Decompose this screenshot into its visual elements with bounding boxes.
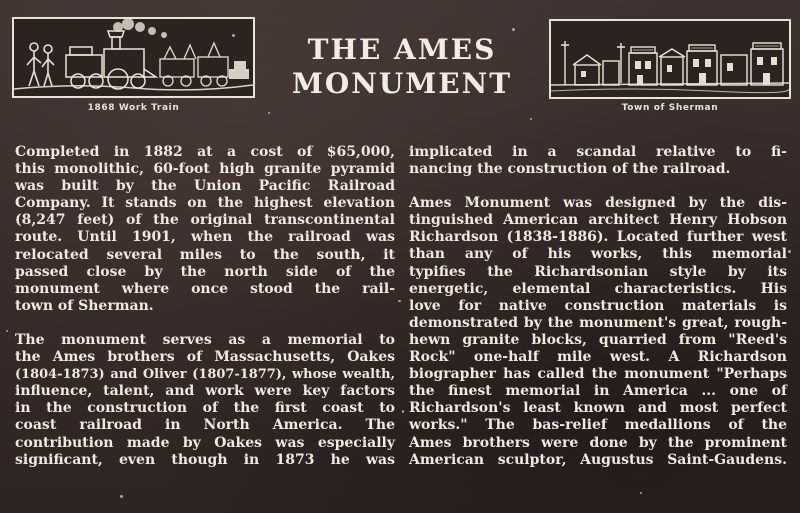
weathering-speck: [398, 300, 401, 302]
text-line: works." The bas-relief medallions of the: [409, 417, 787, 434]
text-line: biographer has called the monument "Perhaps: [409, 366, 787, 383]
paragraph-gap: [15, 315, 395, 332]
text-line: nancing the construction of the railroad.: [409, 161, 731, 178]
work-train-etching: [12, 17, 255, 98]
text-line: (8,247 feet) of the original transcontinental: [15, 212, 395, 229]
town-of-sherman-caption: Town of Sherman: [621, 103, 719, 113]
text-line: Company. It stands on the highest elevation: [15, 195, 395, 212]
text-line: The monument serves as a memorial to: [15, 331, 395, 348]
work-train-caption: 1868 Work Train: [87, 103, 180, 113]
weathering-speck: [512, 28, 515, 31]
paragraph-richardson-design: [409, 195, 787, 469]
town-of-sherman-etching: [549, 19, 791, 99]
text-line: (1804-1873) and Oliver (1807-1877), whose wealth,: [15, 367, 395, 383]
text-line: passed close by the north side of the: [15, 263, 395, 280]
text-line: Richardson's least known and most perfect: [409, 400, 787, 417]
town-buildings-etching-icon: [551, 21, 789, 97]
text-line: monument where once stood the rail-: [15, 280, 395, 297]
text-line: demonstrated by the monument's great, rough-: [409, 314, 787, 331]
weathering-speck: [530, 118, 532, 120]
text-line: than any of his works, this memorial: [409, 246, 787, 263]
text-line: town of Sherman.: [15, 297, 154, 314]
text-line: was built by the Union Pacific Railroad: [15, 178, 395, 195]
text-line: implicated in a scandal relative to fi-: [409, 144, 787, 160]
body-text-right-column: [409, 144, 787, 469]
body-text-left-column: [15, 144, 395, 469]
text-line: contribution made by Oakes was especially: [15, 434, 395, 451]
weathering-speck: [6, 330, 8, 332]
text-line: energetic, elemental characteristics. His: [409, 280, 787, 297]
locomotive-etching-icon: [14, 19, 253, 96]
text-line: coast railroad in North America. The: [15, 417, 395, 434]
text-line: typifies the Richardsonian style by its: [409, 263, 787, 280]
text-line: influence, talent, and work were key factors: [15, 383, 395, 400]
text-line: in the construction of the first coast to: [15, 400, 395, 417]
text-line: love for native construction materials is: [409, 297, 787, 314]
paragraph-gap: [409, 178, 787, 195]
text-line: Ames brothers were done by the prominent: [409, 434, 787, 451]
text-line: the finest memorial in America ... one of: [409, 383, 787, 400]
paragraph-ames-brothers: [15, 332, 395, 469]
weathering-speck: [640, 492, 642, 494]
weathering-speck: [120, 495, 123, 498]
weathering-speck: [268, 112, 270, 114]
weathering-speck: [232, 34, 235, 37]
paragraph-monument-history: [15, 144, 395, 315]
text-line: Rock" one-half mile west. A Richardson: [409, 349, 787, 366]
text-line: route. Until 1901, when the railroad was: [15, 229, 395, 246]
text-line: this monolithic, 60-foot high granite pyramid: [15, 161, 395, 178]
text-line: relocated several miles to the south, it: [15, 246, 395, 263]
plaque-title-line-2: MONUMENT: [291, 67, 513, 100]
text-line: tinguished American architect Henry Hobson: [409, 212, 787, 229]
text-line: the Ames brothers of Massachusetts, Oakes: [15, 349, 395, 366]
weathering-speck: [788, 250, 791, 253]
text-line: hewn granite blocks, quarried from "Reed's: [409, 331, 787, 348]
text-line: American sculptor, Augustus Saint-Gaudens.: [409, 451, 787, 468]
plaque-title-line-1: THE AMES: [307, 33, 497, 66]
text-line: Richardson (1838-1886). Located further west: [409, 229, 787, 246]
text-line: Ames Monument was designed by the dis-: [409, 195, 787, 212]
text-line: Completed in 1882 at a cost of $65,000,: [15, 144, 395, 160]
weathering-speck: [402, 410, 404, 413]
text-line: significant, even though in 1873 he was: [15, 451, 395, 468]
paragraph-scandal: [409, 144, 787, 178]
